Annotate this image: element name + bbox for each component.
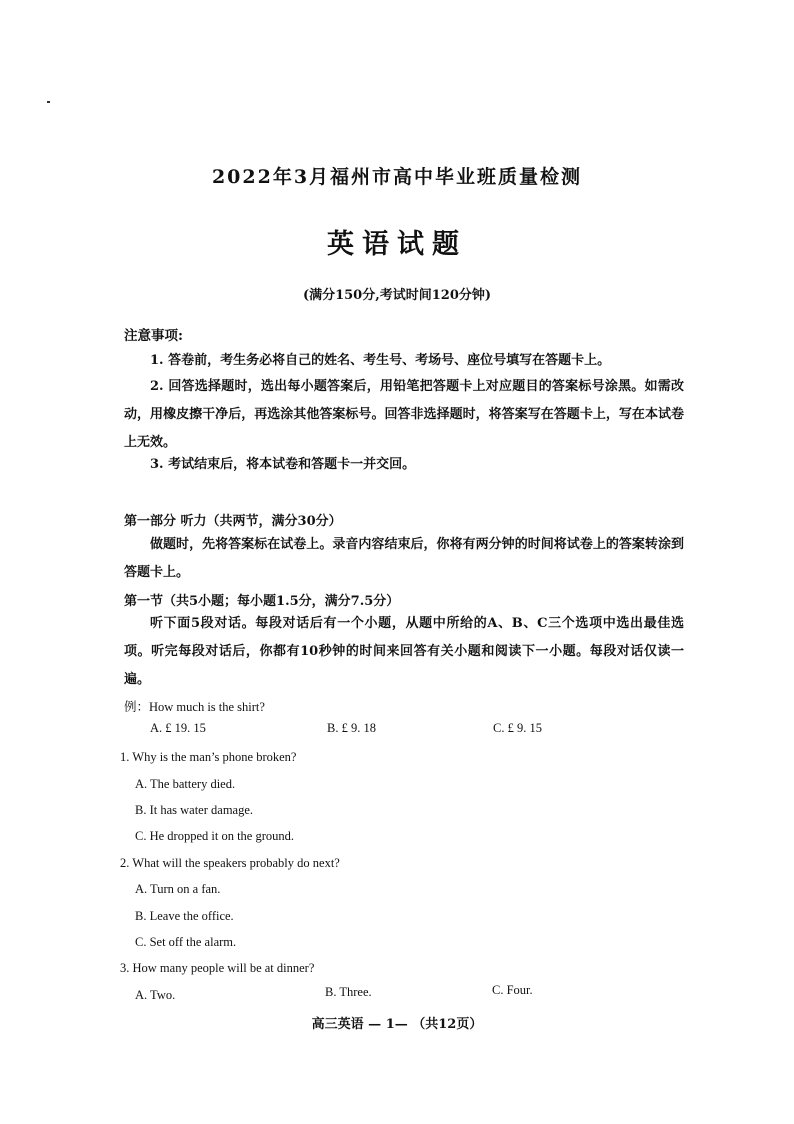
section1-intro: 听下面5段对话。每段对话后有一个小题，从题中所给的A、B、C三个选项中选出最佳选项。听完每段对话后，你都有10秒钟的时间来回答有关小题和阅读下一小题。每段对话仅读一遍。 [124,616,684,687]
question-3-stem: 3. How many people will be at dinner? [120,961,315,975]
question-2-option-b: B. Leave the office. [135,909,234,923]
page-footer: 高三英语 — 1— （共12页） [311,1017,483,1032]
scan-speck [47,101,50,103]
question-1-option-c: C. He dropped it on the ground. [135,829,295,843]
question-3-option-c: C. Four. [492,983,533,997]
example-option-c: C. £ 9. 15 [493,721,542,735]
question-2-stem: 2. What will the speakers probably do next? [120,856,340,870]
question-2-option-c: C. Set off the alarm. [135,935,237,949]
score-info: (满分150分,考试时间120分钟) [302,288,492,303]
notice-title: 注意事项: [124,328,183,344]
example-stem: 例：How much is the shirt? [124,700,265,714]
question-1-option-a: A. The battery died. [135,777,236,791]
section1-heading: 第一节（共5小题；每小题1.5分，满分7.5分） [124,594,400,609]
question-3-option-b: B. Three. [325,985,372,999]
question-1-option-b: B. It has water damage. [135,803,254,817]
question-1-stem: 1. Why is the man’s phone broken? [120,750,297,764]
notice-item-3: 3. 考试结束后，将本试卷和答题卡一并交回。 [150,457,416,472]
example-option-a: A. £ 19. 15 [150,721,206,735]
question-3-option-a: A. Two. [135,988,176,1002]
notice-item-1: 1. 答卷前，考生务必将自己的姓名、考生号、考场号、座位号填写在答题卡上。 [150,353,611,368]
subject-title: 英语试题 [327,229,467,260]
notice-item-2: 2. 回答选择题时，选出每小题答案后，用铅笔把答题卡上对应题目的答案标号涂黑。如需改动，用橡皮擦干净后，再选涂其他答案标号。回答非选择题时，将答案写在答题卡上，写在本试卷上无效。 [124,379,684,450]
part1-heading: 第一部分 听力（共两节，满分30分） [124,514,342,529]
exam-title: 2022年3月福州市高中毕业班质量检测 [211,166,583,188]
example-option-b: B. £ 9. 18 [327,721,376,735]
part1-intro: 做题时，先将答案标在试卷上。录音内容结束后，你将有两分钟的时间将试卷上的答案转涂到答题卡上。 [124,537,684,580]
question-2-option-a: A. Turn on a fan. [135,882,221,896]
